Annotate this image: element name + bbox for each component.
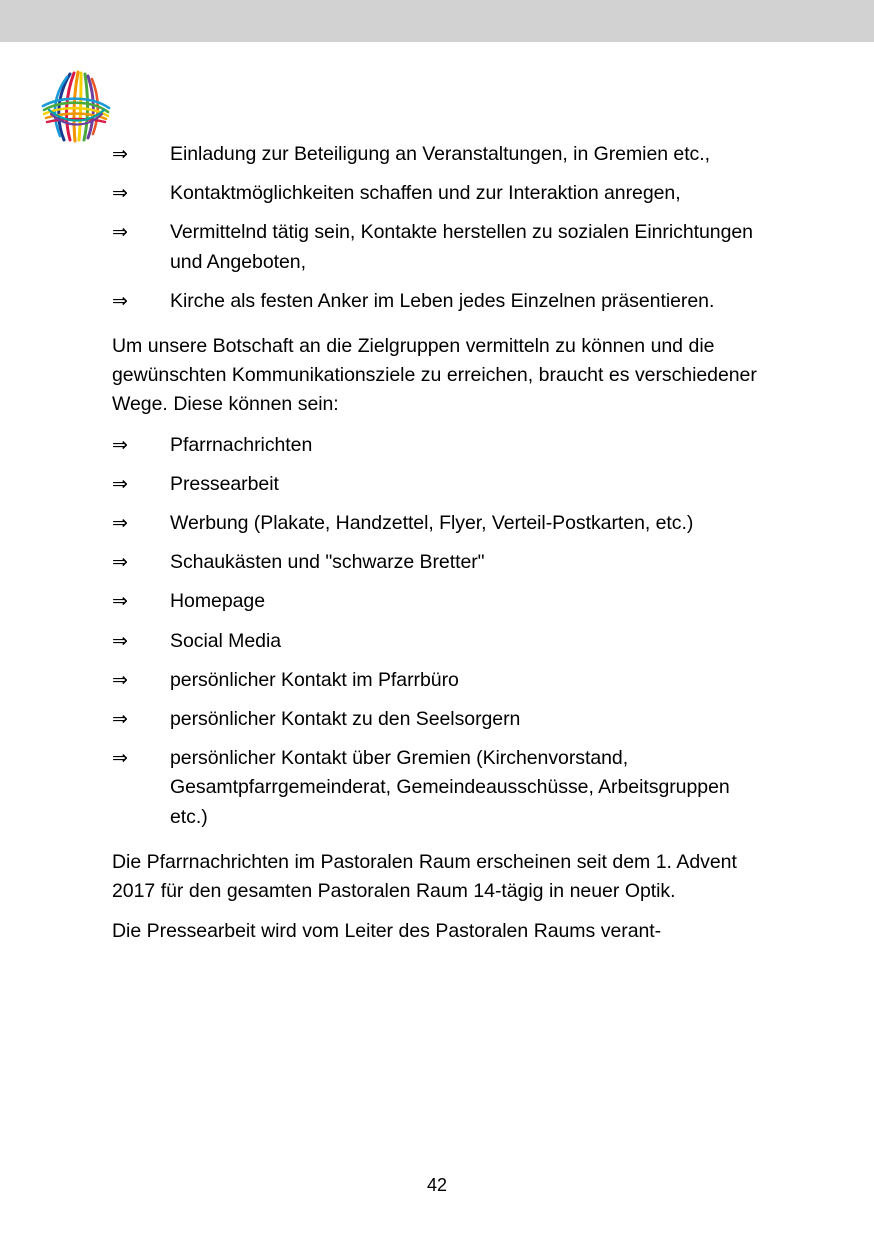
list-item xyxy=(112,627,764,656)
double-arrow-icon: ⇒ xyxy=(112,222,128,244)
list-item-text: Kontaktmöglichkeiten schaffen und zur Interaktion anregen, xyxy=(170,182,681,205)
list-item-text: Pfarrnachrichten xyxy=(170,433,313,456)
goals-list xyxy=(112,140,764,316)
list-item xyxy=(112,140,764,169)
page-number: 42 xyxy=(426,1175,448,1195)
page-content xyxy=(112,140,764,957)
list-item xyxy=(112,744,764,832)
pressearbeit-paragraph: Die Pressearbeit wird vom Leiter des Pastoralen Raums verant- xyxy=(112,920,662,943)
double-arrow-icon: ⇒ xyxy=(112,709,128,731)
list-item xyxy=(112,705,764,734)
double-arrow-icon: ⇒ xyxy=(112,144,128,165)
list-item-text: Werbung (Plakate, Handzettel, Flyer, Verteil-Postkarten, etc.) xyxy=(170,512,694,535)
list-item-text: persönlicher Kontakt im Pfarrbüro xyxy=(170,668,459,691)
pfarrnachrichten-paragraph: Die Pfarrnachrichten im Pastoralen Raum erscheinen seit dem 1. Advent 2017 für den gesamten Pastoralen Raum 14-tägig in neuer Optik. xyxy=(112,850,737,903)
list-item xyxy=(112,218,764,276)
list-item xyxy=(112,509,764,538)
list-item-text: Vermittelnd tätig sein, Kontakte herstellen zu sozialen Einrichtungen und Angeboten, xyxy=(170,221,753,273)
list-item xyxy=(112,179,764,208)
channels-list xyxy=(112,431,764,832)
double-arrow-icon: ⇒ xyxy=(112,290,128,312)
pastoraler-raum-logo-icon xyxy=(40,70,112,144)
double-arrow-icon: ⇒ xyxy=(112,513,128,535)
list-item xyxy=(112,587,764,616)
list-item-text: Pressearbeit xyxy=(170,472,279,495)
double-arrow-icon: ⇒ xyxy=(112,552,128,574)
double-arrow-icon: ⇒ xyxy=(112,473,128,495)
double-arrow-icon: ⇒ xyxy=(112,630,128,652)
list-item xyxy=(112,470,764,499)
intro-paragraph: Um unsere Botschaft an die Zielgruppen vermitteln zu können und die gewünschten Kommunikationsziele zu erreichen, braucht es verschiedener Wege. Diese können sein: xyxy=(112,335,757,416)
list-item-text: Kirche als festen Anker im Leben jedes Einzelnen präsentieren. xyxy=(170,289,715,312)
list-item-text: Homepage xyxy=(170,590,265,613)
double-arrow-icon: ⇒ xyxy=(112,183,128,205)
list-item-text: Schaukästen und "schwarze Bretter" xyxy=(170,551,485,574)
list-item-text: Einladung zur Beteiligung an Veranstaltungen, in Gremien etc., xyxy=(170,143,710,165)
list-item xyxy=(112,431,764,460)
double-arrow-icon: ⇒ xyxy=(112,748,128,770)
double-arrow-icon: ⇒ xyxy=(112,434,128,456)
list-item-text: persönlicher Kontakt zu den Seelsorgern xyxy=(170,708,521,731)
page-header-band xyxy=(0,0,874,42)
double-arrow-icon: ⇒ xyxy=(112,669,128,691)
list-item xyxy=(112,287,764,316)
list-item-text: Social Media xyxy=(170,629,282,652)
double-arrow-icon: ⇒ xyxy=(112,591,128,613)
list-item xyxy=(112,666,764,695)
list-item xyxy=(112,548,764,577)
list-item-text: persönlicher Kontakt über Gremien (Kirchenvorstand, Gesamtpfarrgemeinderat, Gemeindeausschüsse, Arbeitsgruppen etc.) xyxy=(170,747,730,828)
